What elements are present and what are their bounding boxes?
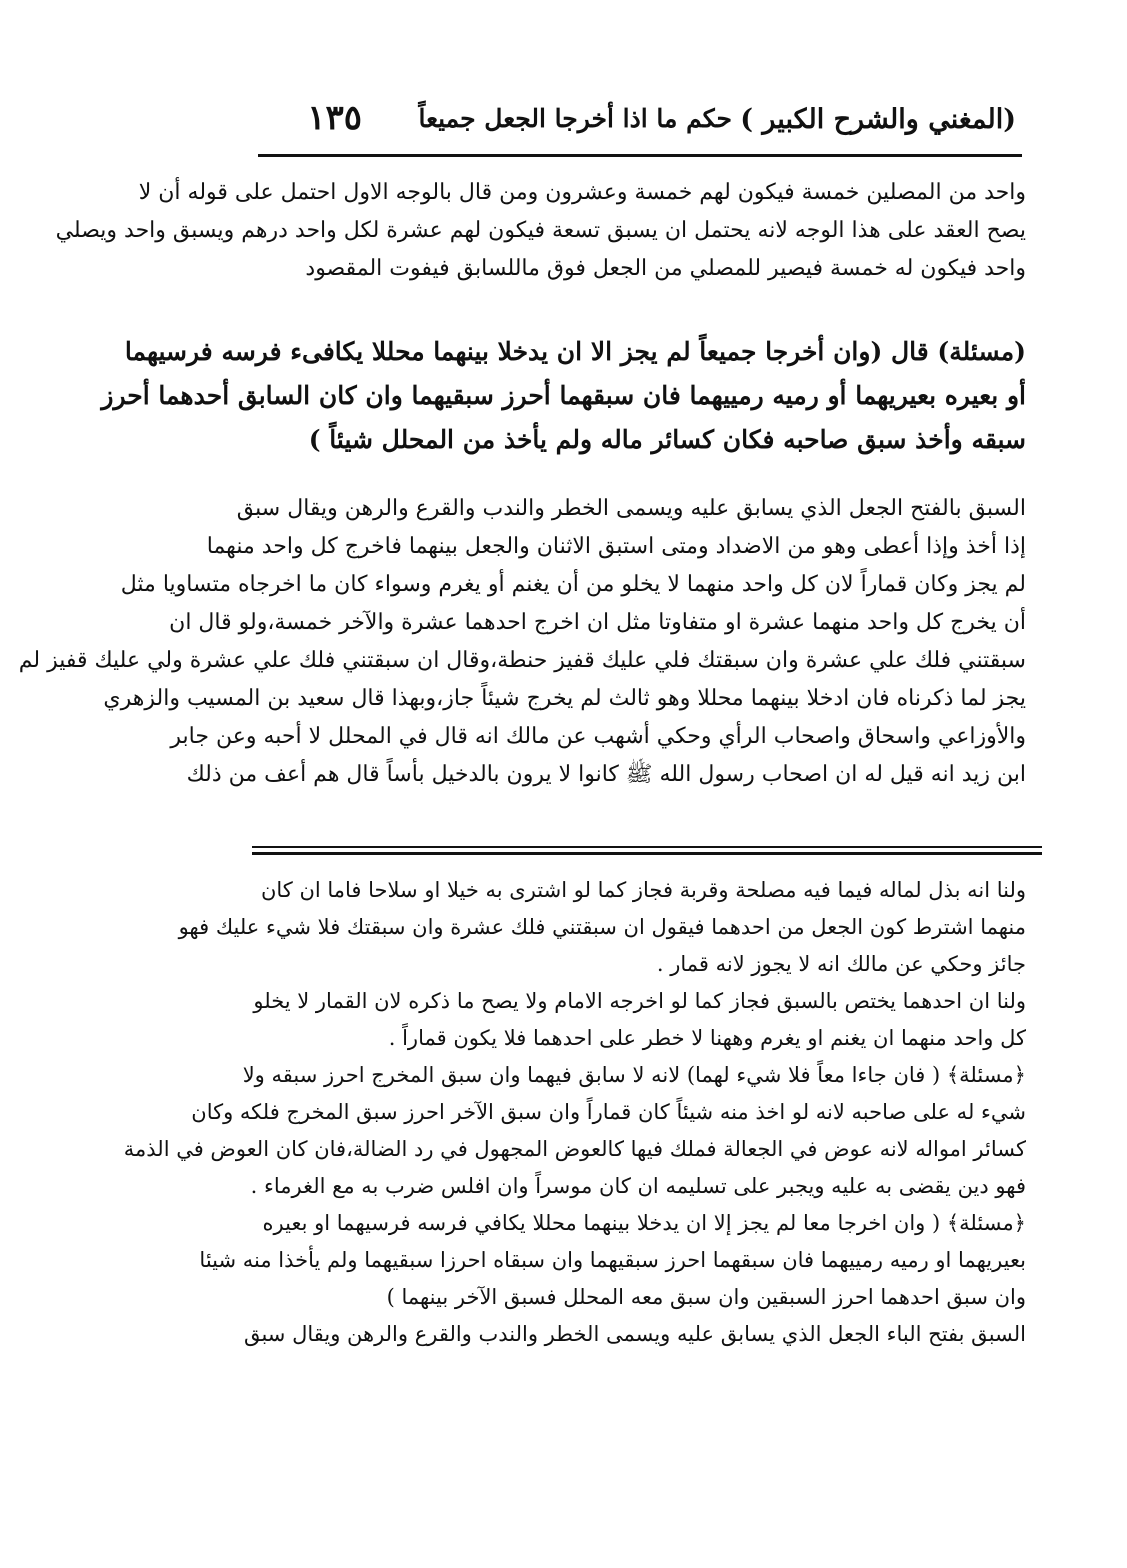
text-line: جائز وحكي عن مالك انه لا يجوز لانه قمار .	[656, 952, 1026, 976]
sharh-section	[123, 872, 1026, 1353]
text-line: كسائر امواله لانه عوض في الجعالة فملك فيها كالعوض المجهول في رد الضالة،فان كان العوض في الذمة	[123, 1137, 1026, 1161]
masala-block	[101, 330, 1026, 462]
page-number: ١٣٥	[307, 98, 362, 138]
section-separator	[252, 846, 1042, 855]
text-line: ﴿مسئلة﴾ ( وان اخرجا معا لم يجز إلا ان يدخلا بينهما محللا يكافي فرسه فرسيهما او بعيره	[262, 1211, 1026, 1235]
text-line: وان سبق احدهما احرز السبقين وان سبق معه المحلل فسبق الآخر بينهما )	[386, 1285, 1026, 1309]
text-line: شيء له على صاحبه لانه لو اخذ منه شيئاً كان قماراً وان سبق الآخر احرز سبق المخرج فلكه وكان	[191, 1100, 1026, 1124]
explanation-paragraph	[18, 490, 1026, 794]
book-title: (المغني والشرح الكبير )	[740, 104, 1016, 135]
text-line: السبق بالفتح الجعل الذي يسابق عليه ويسمى الخطر والندب والقرع والرهن ويقال سبق	[236, 496, 1026, 521]
text-line: ولنا ان احدهما يختص بالسبق فجاز كما لو اخرجه الامام ولا يصح ما ذكره لان القمار لا يخلو	[253, 989, 1026, 1013]
top-paragraph	[55, 174, 1026, 288]
text-line: أو بعيره بعيريهما أو رميه رمييهما فان سبقهما أحرز سبقيهما وان كان السابق أحدهما أحرز	[101, 381, 1026, 410]
text-line: سبقه وأخذ سبق صاحبه فكان كسائر ماله ولم يأخذ من المحلل شيئاً )	[308, 425, 1026, 454]
text-line: إذا أخذ وإذا أعطى وهو من الاضداد ومتى استبق الاثنان والجعل بينهما فاخرج كل واحد منهما	[206, 534, 1026, 559]
text-line: ولنا انه بذل لماله فيما فيه مصلحة وقربة فجاز كما لو اشترى به خيلا او سلاحا فاما ان كان	[260, 878, 1026, 902]
text-line: منهما اشترط كون الجعل من احدهما فيقول ان سبقتني فلك عشرة وان سبقتك فلا شيء عليك فهو	[178, 915, 1026, 939]
text-line: والأوزاعي واسحاق واصحاب الرأي وحكي أشهب عن مالك انه قال في المحلل لا أحبه وعن جابر	[170, 724, 1026, 749]
text-line: (مسئلة) قال (وان أخرجا جميعاً لم يجز الا ان يدخلا بينهما محللا يكافىء فرسه فرسيهما	[124, 337, 1026, 366]
page-header	[258, 96, 1022, 154]
text-line: واحد فيكون له خمسة فيصير للمصلي من الجعل فوق ماللسابق فيفوت المقصود	[305, 256, 1026, 281]
text-line: واحد من المصلين خمسة فيكون لهم خمسة وعشرون ومن قال بالوجه الاول احتمل على قوله أن لا	[138, 180, 1026, 205]
text-line: سبقتني فلك علي عشرة وان سبقتك فلي عليك قفيز حنطة،وقال ان سبقتني فلك علي عشرة ولي عليك قفيز لم	[18, 648, 1026, 673]
section-title: حكم ما اذا أخرجا الجعل جميعاً	[418, 104, 732, 133]
text-line: يصح العقد على هذا الوجه لانه يحتمل ان يسبق تسعة فيكون لهم عشرة لكل واحد درهم ويسبق واحد ويصلي	[55, 218, 1026, 243]
text-line: بعيريهما او رميه رمييهما فان سبقهما احرز سبقيهما وان سبقاه احرزا سبقيهما ولم يأخذا منه شيئا	[199, 1248, 1026, 1272]
text-line: ﴿مسئلة﴾ ( فان جاءا معاً فلا شيء لهما) لانه لا سابق فيهما وان سبق المخرج احرز سبقه ولا	[242, 1063, 1026, 1087]
text-line: أن يخرج كل واحد منهما عشرة او متفاوتا مثل ان اخرج احدهما عشرة والآخر خمسة،ولو قال ان	[169, 610, 1026, 635]
text-line: يجز لما ذكرناه فان ادخلا بينهما محللا وهو ثالث لم يخرج شيئاً جاز،وبهذا قال سعيد بن المسيب والزهري	[103, 686, 1026, 711]
text-line: لم يجز وكان قماراً لان كل واحد منهما لا يخلو من أن يغنم أو يغرم وسواء كان ما اخرجاه متساويا مثل	[120, 572, 1026, 597]
header-rule	[258, 154, 1022, 157]
text-line: كل واحد منهما ان يغنم او يغرم وههنا لا خطر على احدهما فلا يكون قماراً .	[388, 1026, 1026, 1050]
text-line: ابن زيد انه قيل له ان اصحاب رسول الله ﷺ كانوا لا يرون بالدخيل بأساً قال هم أعف من ذلك	[186, 762, 1026, 787]
text-line: السبق بفتح الباء الجعل الذي يسابق عليه ويسمى الخطر والندب والقرع والرهن ويقال سبق	[243, 1322, 1026, 1346]
text-line: فهو دين يقضى به عليه ويجبر على تسليمه ان كان موسراً وان افلس ضرب به مع الغرماء .	[250, 1174, 1026, 1198]
